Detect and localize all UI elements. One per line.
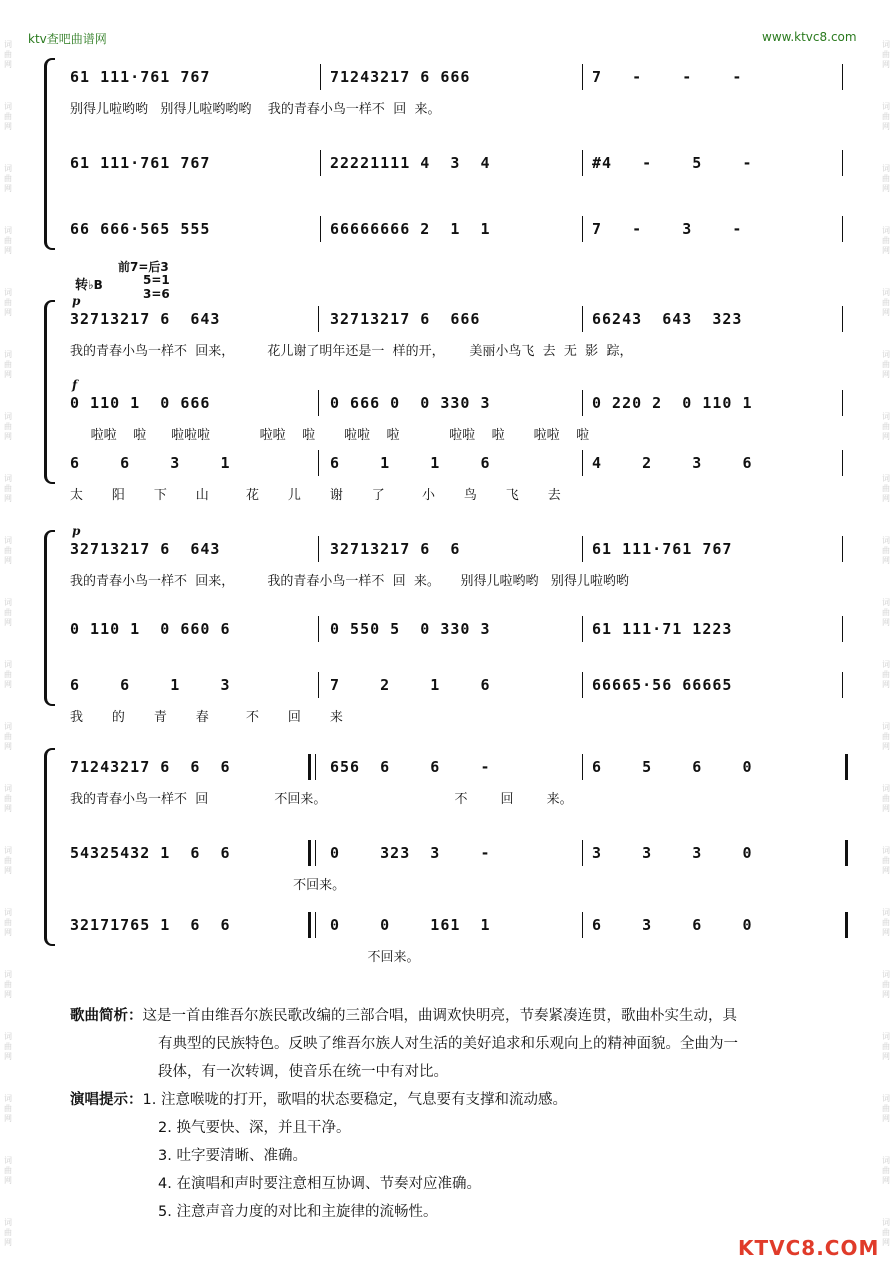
side-watermark: 词 曲 网 — [882, 970, 890, 999]
lyric-line: 不回来。 — [70, 878, 346, 893]
measure-notes: 0 0 161 1 — [330, 916, 491, 934]
side-watermark: 词 曲 网 — [4, 536, 12, 565]
song-analysis — [70, 1002, 860, 1226]
dynamic-mark: p — [72, 524, 81, 538]
tip-1: 1. 注意喉咙的打开，歌唱的状态要稳定，气息要有支撑和流动感。 — [142, 1092, 567, 1108]
measure-notes: 54325432 1 6 6 — [70, 844, 231, 862]
bar-line — [315, 754, 316, 780]
side-watermark: 词 曲 网 — [882, 722, 890, 751]
measure-notes: 32713217 6 6 — [330, 540, 461, 558]
side-watermark: 词 曲 网 — [4, 1094, 12, 1123]
bar-line — [315, 840, 316, 866]
bar-line — [318, 390, 319, 416]
measure-notes: 0 220 2 0 110 1 — [592, 394, 753, 412]
bar-line — [318, 616, 319, 642]
bar-line — [318, 672, 319, 698]
measure-notes: 0 323 3 - — [330, 844, 491, 862]
system-brace — [44, 58, 55, 250]
measure-notes: 66 666·565 555 — [70, 220, 211, 238]
side-watermark: 词 曲 网 — [4, 660, 12, 689]
lyric-line: 不回来。 — [70, 950, 420, 965]
system-brace — [44, 530, 55, 706]
measure-notes: 6 1 1 6 — [330, 454, 491, 472]
bar-line — [320, 216, 321, 242]
dynamic-mark: p — [72, 294, 81, 308]
side-watermark: 词 曲 网 — [882, 1094, 890, 1123]
measure-notes: 6 3 6 0 — [592, 916, 753, 934]
site-name-left: ktv查吧曲谱网 — [28, 32, 107, 46]
analysis-label: 歌曲简析： — [70, 1008, 143, 1024]
measure-notes: 71243217 6 6 6 — [70, 758, 231, 776]
analysis-text-2: 有典型的民族特色。反映了维吾尔族人对生活的美好追求和乐观向上的精神面貌。全曲为一 — [158, 1036, 738, 1052]
measure-notes: #4 - 5 - — [592, 154, 753, 172]
bar-line — [582, 390, 583, 416]
side-watermark: 词 曲 网 — [4, 970, 12, 999]
side-watermark: 词 曲 网 — [4, 288, 12, 317]
measure-notes: 3 3 3 0 — [592, 844, 753, 862]
system-brace — [44, 748, 55, 946]
side-watermark: 词 曲 网 — [882, 226, 890, 255]
bar-line — [318, 306, 319, 332]
lyric-line: 我的青春小鸟一样不 回 不回来。 不 回 来。 — [70, 792, 573, 807]
side-watermark: 词 曲 网 — [4, 474, 12, 503]
measure-notes: 0 110 1 0 660 6 — [70, 620, 231, 638]
bar-line — [582, 754, 583, 780]
measure-notes: 6 5 6 0 — [592, 758, 753, 776]
bar-line — [582, 216, 583, 242]
key-relation-3: 3=6 — [143, 287, 170, 301]
measure-notes: 4 2 3 6 — [592, 454, 753, 472]
system-brace — [44, 300, 55, 484]
bar-line — [582, 840, 583, 866]
bar-line — [842, 216, 843, 242]
measure-notes: 32171765 1 6 6 — [70, 916, 231, 934]
analysis-text-1: 这是一首由维吾尔族民歌改编的三部合唱，曲调欢快明亮，节奏紧凑连贯，歌曲朴实生动，具 — [142, 1008, 737, 1024]
bar-line — [842, 536, 843, 562]
bar-line — [582, 536, 583, 562]
analysis-text-3: 段体，有一次转调，使音乐在统一中有对比。 — [158, 1064, 448, 1080]
side-watermark: 词 曲 网 — [4, 102, 12, 131]
measure-notes: 22221111 4 3 4 — [330, 154, 491, 172]
measure-notes: 7 - 3 - — [592, 220, 743, 238]
key-relation-2: 5=1 — [143, 273, 170, 287]
side-watermark: 词 曲 网 — [4, 1218, 12, 1247]
tips-label: 演唱提示： — [70, 1092, 143, 1108]
side-watermark: 词 曲 网 — [882, 660, 890, 689]
bar-line — [842, 306, 843, 332]
measure-notes: 71243217 6 666 — [330, 68, 471, 86]
side-watermark: 词 曲 网 — [882, 40, 890, 69]
bar-line — [318, 536, 319, 562]
measure-notes: 66243 643 323 — [592, 310, 743, 328]
side-watermark: 词 曲 网 — [882, 350, 890, 379]
repeat-bar — [308, 912, 311, 938]
measure-notes: 32713217 6 643 — [70, 310, 221, 328]
side-watermark: 词 曲 网 — [882, 474, 890, 503]
bar-line — [582, 64, 583, 90]
bar-line — [842, 390, 843, 416]
bar-line — [320, 150, 321, 176]
bar-line — [582, 912, 583, 938]
measure-notes: 32713217 6 666 — [330, 310, 481, 328]
repeat-bar — [308, 754, 311, 780]
bar-line — [315, 912, 316, 938]
measure-notes: 32713217 6 643 — [70, 540, 221, 558]
side-watermark: 词 曲 网 — [882, 1156, 890, 1185]
measure-notes: 61 111·71 1223 — [592, 620, 733, 638]
side-watermark: 词 曲 网 — [4, 846, 12, 875]
side-watermark: 词 曲 网 — [4, 1032, 12, 1061]
side-watermark: 词 曲 网 — [882, 102, 890, 131]
bar-line — [845, 840, 848, 866]
measure-notes: 0 666 0 0 330 3 — [330, 394, 491, 412]
measure-notes: 656 6 6 - — [330, 758, 491, 776]
side-watermark: 词 曲 网 — [882, 784, 890, 813]
tip-5: 5. 注意声音力度的对比和主旋律的流畅性。 — [158, 1204, 438, 1220]
measure-notes: 61 111·761 767 — [70, 68, 211, 86]
side-watermark: 词 曲 网 — [882, 164, 890, 193]
bar-line — [842, 150, 843, 176]
bar-line — [845, 912, 848, 938]
lyric-line: 我的青春小鸟一样不 回来， 花儿谢了明年还是一 样的开， 美丽小鸟飞 去 无 影 踪， — [70, 344, 633, 359]
side-watermark: 词 曲 网 — [882, 598, 890, 627]
side-watermark: 词 曲 网 — [882, 1218, 890, 1247]
side-watermark: 词 曲 网 — [882, 846, 890, 875]
tip-4: 4. 在演唱和声时要注意相互协调、节奏对应准确。 — [158, 1176, 481, 1192]
side-watermark: 词 曲 网 — [4, 350, 12, 379]
side-watermark: 词 曲 网 — [4, 784, 12, 813]
lyric-line: 啦啦 啦 啦啦啦 啦啦 啦 啦啦 啦 啦啦 啦 啦啦 啦 — [70, 428, 590, 443]
bar-line — [582, 672, 583, 698]
side-watermark: 词 曲 网 — [882, 412, 890, 441]
bar-line — [582, 450, 583, 476]
bar-line — [582, 616, 583, 642]
bar-line — [320, 64, 321, 90]
bar-line — [842, 672, 843, 698]
side-watermark: 词 曲 网 — [4, 1156, 12, 1185]
measure-notes: 0 110 1 0 666 — [70, 394, 211, 412]
bar-line — [845, 754, 848, 780]
measure-notes: 66665·56 66665 — [592, 676, 733, 694]
side-watermark: 词 曲 网 — [882, 1032, 890, 1061]
lyric-line: 太 阳 下 山 花 儿 谢 了 小 鸟 飞 去 — [70, 488, 561, 503]
repeat-bar — [308, 840, 311, 866]
side-watermark: 词 曲 网 — [882, 536, 890, 565]
dynamic-mark: f — [72, 378, 78, 392]
key-change-label: 转♭B — [75, 278, 103, 293]
measure-notes: 61 111·761 767 — [70, 154, 211, 172]
lyric-line: 我 的 青 春 不 回 来 — [70, 710, 343, 725]
bar-line — [842, 64, 843, 90]
side-watermark: 词 曲 网 — [4, 226, 12, 255]
bar-line — [842, 616, 843, 642]
side-watermark: 词 曲 网 — [4, 908, 12, 937]
site-logo: KTVC8.COM — [738, 1236, 880, 1260]
measure-notes: 0 550 5 0 330 3 — [330, 620, 491, 638]
bar-line — [582, 150, 583, 176]
site-url-right[interactable]: www.ktvc8.com — [762, 30, 857, 44]
measure-notes: 66666666 2 1 1 — [330, 220, 491, 238]
side-watermark: 词 曲 网 — [4, 40, 12, 69]
measure-notes: 6 6 1 3 — [70, 676, 231, 694]
side-watermark: 词 曲 网 — [882, 288, 890, 317]
bar-line — [842, 450, 843, 476]
lyric-line: 别得儿啦哟哟 别得儿啦哟哟哟 我的青春小鸟一样不 回 来。 — [70, 102, 441, 117]
bar-line — [582, 306, 583, 332]
tip-3: 3. 吐字要清晰、准确。 — [158, 1148, 307, 1164]
lyric-line: 我的青春小鸟一样不 回来， 我的青春小鸟一样不 回 来。 别得儿啦哟哟 别得儿啦哟哟 — [70, 574, 629, 589]
side-watermark: 词 曲 网 — [4, 722, 12, 751]
measure-notes: 61 111·761 767 — [592, 540, 733, 558]
side-watermark: 词 曲 网 — [4, 598, 12, 627]
measure-notes: 7 2 1 6 — [330, 676, 491, 694]
measure-notes: 6 6 3 1 — [70, 454, 231, 472]
side-watermark: 词 曲 网 — [4, 164, 12, 193]
measure-notes: 7 - - - — [592, 68, 743, 86]
side-watermark: 词 曲 网 — [4, 412, 12, 441]
side-watermark: 词 曲 网 — [882, 908, 890, 937]
key-relation-1: 前7=后3 — [118, 260, 169, 274]
bar-line — [318, 450, 319, 476]
tip-2: 2. 换气要快、深，并且干净。 — [158, 1120, 351, 1136]
